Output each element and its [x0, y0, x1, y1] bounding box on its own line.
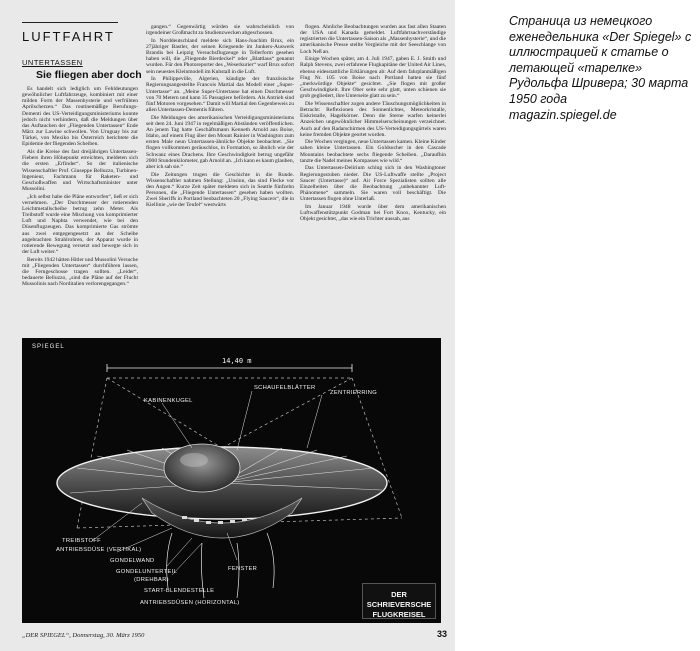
caption-line: 1950 года [509, 91, 568, 106]
caption-line: иллюстрацией к статье о [509, 45, 669, 60]
label-gondelunterteil: GONDELUNTERTEIL [116, 569, 178, 575]
spiegel-watermark: SPIEGEL [32, 344, 65, 350]
paragraph: Als die Kreise des fast dreijährigen Untertassen-Fiebers ihren Höhepunkt erreichten, meldeten sich die ersten „Erfinder“. So der italienische Wissenschaftler Prof. Giuseppe Belluzzo, Turbinen-Ingenieur, Fachmann für Raketen- und Geschoßwaffen und Wirtschaftsminister unter Mussolini. [22, 149, 138, 192]
dome-highlight [180, 453, 208, 467]
paragraph: Im Januar 1948 wurde über dem amerikanischen Luftwaffenstützpunkt Godman bei Fort Knox, Kentucky, ein Objekt gesichtet, „das wie ein Trichter aussah, aus [300, 203, 446, 223]
paragraph: Die Meldungen des amerikanischen Verteidigungsministeriums seit dem 24. Juni 1947 in regelmäßigen Abständen veröffentlichen. An jenem Tag hatte Geschäftsmann Kenneth Arnold aus Boise, Idaho, auf einem Flug über den Mount Rainier in Washington zum ersten Male neun Untertassen-ähnliche Objekte beobachtet. „Sie flogen vollkommen geräuschlos, in Formation, so ähnlich wie der Schwanz eines Drachens. Ihre Geschwindigkeit betrug ungefähr 2000 Stundenkilometer, gab Arnold an. „Ich kann es kaum glauben, aber ich sah sie.“ [146, 114, 294, 170]
label-treibstoff: TREIBSTOFF [62, 538, 101, 544]
text-column-3 [300, 24, 446, 332]
source-link[interactable]: magazin.spiegel.de [509, 107, 617, 122]
label-kabinenkugel: KABINENKUGEL [144, 398, 193, 404]
paragraph: Einige Wochen später, am 4. Juli 1947, gaben E. J. Smith und Ralph Stevens, zwei erfahrene Flugkapitäne der United Air Lines, ebenso eidesstattliche Erklärungen ab: Auf dem fahrplanmäßigen Flug Nr. 105 von Boise nach Portland hatten sie fünf „merkwürdige Objekte“ gesichtet. „Sie flogen mit großer Geschwindigkeit. Ihre Ober seite sehr glatt, unten schienen sie grob gegliedert, ihre Unterseite glatt zu sein.“ [300, 56, 446, 100]
flugkreisel-illustration [22, 338, 441, 623]
paragraph: Es handelt sich lediglich um Fehldeutungen gewöhnlicher Luftfahrzeuge, kombiniert mit einer milden Form der Massenhysterie und verfrühten Aprilscherzen.“ Das routinemäßige Berufungs-Dementi des US-Verteidigungsministeriums konnte jedoch nicht verhindern, daß die Meldungen über das Auftauchen der „Fliegenden Untertassen“ Ende März zur Lawine schwollen. Von Uruguay bis zur Türkei, von Mexiko bis Österreich berichtete die Epidemie der fliegenden Scheiben. [22, 86, 138, 148]
paragraph: In Philippeville, Algerien, kündigte der französische Regierungsangestellte Francois Martial das Modell einer „Super-Untertasse“ an. „Meine Super-Untertasse hat einen Durchmesser von 70 Metern und kann 35 Passagiere befördern. Als Antrieb sind fünf Motoren vorgesehen.“ Damit will Martial den Gegenbeweis zu allen Untertassen-Dementis führen. [146, 76, 294, 114]
text-column-2 [146, 24, 294, 332]
section-title: LUFTFAHRT [22, 29, 115, 44]
saucer-drawing [22, 338, 441, 623]
label-schaufelblaetter: SCHAUFELBLÄTTER [254, 385, 316, 391]
paragraph: In Norddeutschland meldete sich Hans-Joachim Brux, ein 27jähriger Bastler, der seinen Kriegsende im Junkers-Auswerk Brandis bei Leipzig Versuchsflugzeuge in Tellerform gesehen haben will, die „Fliegende Bierdeckel“ oder „Blattlaus“ genannt wurden. Für den Photoreporter des „Weserkurier“ warf Brux sofort sein neuestes Kleinmodell im Kuhstall in die Luft. [146, 37, 294, 75]
paragraph: Bereits 1942 hätten Hitler und Mussolini Versuche mit „Fliegenden Untertassen“ durchführen lassen, die Ferngeschosse tragen sollten. „Leider“, bedauerte Belluzzo, „sind die Pläne auf der Flucht Mussolinis nach Norditalien verlorengegangen.“ [22, 256, 138, 288]
label-antriebsduesen-horizontal: ANTRIEBSDÜSEN (HORIZONTAL) [140, 600, 240, 606]
image-caption [509, 14, 695, 123]
paragraph: Die Wissenschaftler zogen andere Täuschungsmöglichkeiten in Betracht: Reflexionen des Sonnenlichtes, Meteorkristalle, Eiskristalle, Hagelkörner. Denn die Sterne warfen keinerlei Anzeichen ungewöhnlicher Himmelserscheinungen verzeichnet. Auch auf den Radarschirmen des US-Verteidigungsgürtels waren keine fremden Objekte geortet worden. [300, 100, 446, 138]
caption-line: Рудольфа Шривера; 30 марта [509, 76, 689, 91]
article-headline: Sie fliegen aber doch [36, 69, 142, 81]
paragraph: Die Zeitungen trugen die Geschichte in die Runde. Wissenschaftler nahmen Stellung: „Unsinn, das sind Flecke vor den Augen.“ Kurze Zeit später meldeten sich in Seattle fünfzehn Personen, die „Fliegende Untertassen“ gesehen haben wollten. Zwei Sheriffs in Portland beobachteten 20 „Flying Saucers“, die in Kiellinie „wie der Teufel“ westwärts [146, 171, 294, 209]
caption-line: летающей «тарелке» [509, 60, 643, 75]
dimension-label: 14,40 m [222, 357, 252, 365]
paragraph: gangen.“ Gegenwärtig würden sie wahrscheinlich von irgendeiner Großmacht zu Studienzwecken abgeschossen. [146, 24, 294, 37]
paragraph: Das Untertassen-Delirium schlug sich in den Washingtoner Regierungsstuben nieder. Die US-Luftwaffe stellte „Project Saucer (Untertasse)“ auf. Air Force Spezialisten sollten alle Einzelheiten über die Beobachtung „unbekannter Luft-Phänomene“ sammeln. Sie waren voll beschäftigt. Die Untertassen flogen ohne Unterlaß. [300, 165, 446, 203]
caption-line: Страница из немецкого [509, 14, 653, 28]
page-number: 33 [437, 629, 448, 639]
label-fenster: FENSTER [228, 566, 258, 572]
label-startblendestelle: START-BLENDESTELLE [144, 588, 215, 594]
article-subhead: UNTERTASSEN [22, 58, 83, 67]
page-footer: „DER SPIEGEL“, Donnerstag, 30. März 1950 [22, 632, 145, 639]
dimension-line [107, 364, 352, 372]
section-header [22, 22, 118, 61]
paragraph: „Ich selbst habe die Pläne entworfen“, ließ er sich vernehmen. „Der Durchmesser der rotierenden Leichtmetallscheibe betrug zehn Meter. Als Treibstoff wurde eine Mischung von komprimierter Luft und Naphta verwendet, wie bei den Düsenflugzeugen. Das komprimierte Gas strömte aus zwei entgegengesetzt an der Scheibe angebrachten Strahlrohren, der Apparat wurde in rotierende Bewegung versetzt und bewegte sich in der Luft weiter.“ [22, 193, 138, 256]
caption-line-2: FLUGKREISEL [372, 610, 426, 619]
label-zentrierring: ZENTRIERRING [330, 390, 378, 396]
illustration-caption [362, 583, 436, 619]
caption-line-1: DER SCHRIEVERSCHE [366, 590, 432, 609]
text-column-1 [22, 86, 138, 332]
paragraph: Die Wochen vergingen, neue Untertassen kamen. Kleine Kinder sahen kleine Untertassen. Ein Goldsucher in den Cascade Mountains beobachtete sechs fliegende Scheiben. „Daraufhin tanzte die Nadel meines Kompasses wie wild.“ [300, 139, 446, 164]
paragraph: flogen. Ähnliche Beobachtungen wurden aus fast allen Staaten der USA und Kanada gemeldet. Luftfahrtsachverständige registrierten die Untertassen-Saison als „Massenhysterie“, und die amerikanische Presse stellte Vergleiche mit der Seeschlange von Loch Neß an. [300, 24, 446, 55]
label-gondelwand: GONDELWAND [110, 558, 155, 564]
caption-line: еженедельника «Der Spiegel» с [509, 29, 692, 44]
label-antriebsduese-vertikal: ANTRIEBSDÜSE (VERTIKAL) [56, 547, 142, 553]
label-gondelunterteil-sub: (DREHBAR) [134, 577, 169, 583]
cabin-dome [164, 444, 240, 492]
